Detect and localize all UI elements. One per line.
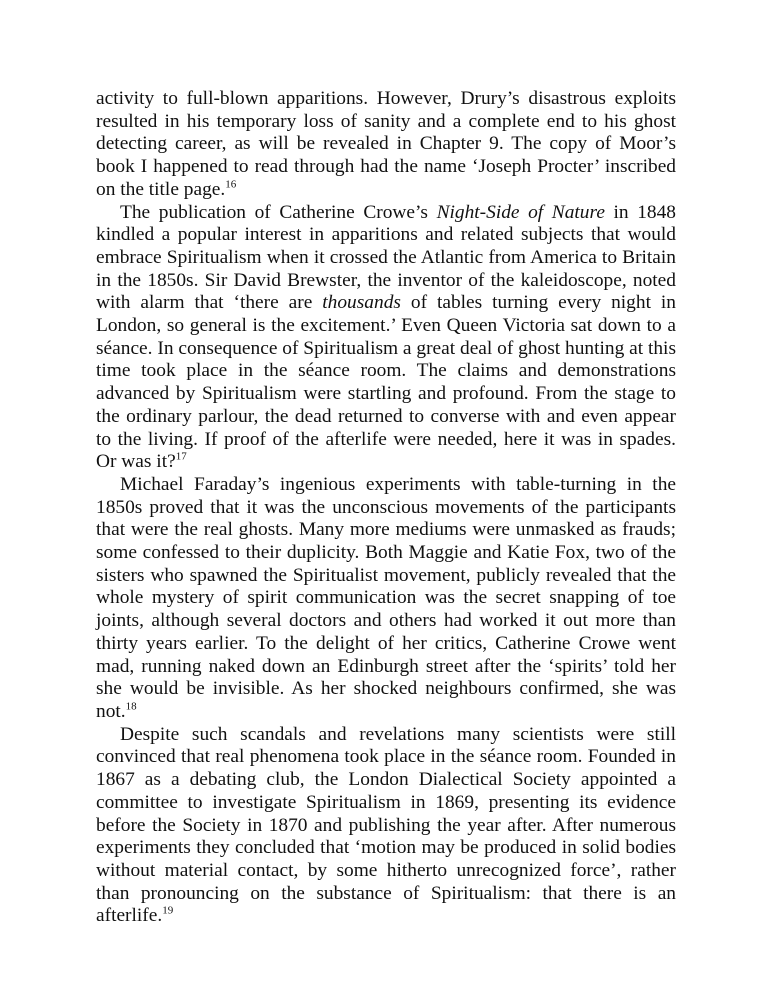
paragraph-1-text: activity to full-blown apparitions. However, Drury’s disastrous exploits resulted in his temporary loss of sanity and a complete end to his ghost detecting career, as will be revealed in Chapter 9. The copy of Moor’s book I happened to read through had the name ‘Joseph Procter’ inscribed on the title page.: [96, 88, 676, 200]
footnote-ref-18[interactable]: 18: [125, 700, 137, 713]
footnote-ref-19[interactable]: 19: [162, 904, 174, 917]
paragraph-2: [96, 202, 676, 474]
book-title-night-side-of-nature: Night-Side of Nature: [436, 201, 605, 223]
paragraph-4: [96, 724, 676, 928]
paragraph-1: [96, 88, 676, 202]
footnote-ref-17[interactable]: 17: [175, 450, 187, 463]
paragraph-2-text-a: The publication of Catherine Crowe’s: [120, 201, 437, 223]
paragraph-3-text: Michael Faraday’s ingenious experiments with table-turning in the 1850s proved that it was the unconscious movements of the participants that were the real ghosts. Many more mediums were unmasked as frauds; some confessed to their duplicity. Both Maggie and Katie Fox, two of the sisters who spawned the Spiritualist movement, publicly revealed that the whole mystery of spirit communication was the secret snapping of toe joints, although several doctors and others had worked it out more than thirty years earlier. To the delight of her critics, Catherine Crowe went mad, running naked down an Edinburgh street after the ‘spirits’ told her she would be invisible. As her shocked neighbours confirmed, she was not.: [96, 473, 676, 722]
emphasis-thousands: thousands: [322, 292, 401, 314]
paragraph-2-text-b: in 1848 kindled a popular interest in apparitions and related subjects that would embrace Spiritualism when it crossed the Atlantic from America to Britain in the 1850s. Sir David Brewster, the inventor of the kaleidoscope, noted with alarm that ‘there are: [96, 201, 677, 314]
page-body: [96, 88, 676, 928]
paragraph-3: [96, 474, 676, 724]
footnote-ref-16[interactable]: 16: [225, 178, 237, 191]
paragraph-4-text: Despite such scandals and revelations many scientists were still convinced that real phenomena took place in the séance room. Founded in 1867 as a debating club, the London Dialectical Society appointed a committee to investigate Spiritualism in 1869, presenting its evidence before the Society in 1870 and publishing the year after. After numerous experiments they concluded that ‘motion may be produced in solid bodies without material contact, by some hitherto unrecognized force’, rather than pronouncing on the substance of Spiritualism: that there is an afterlife.: [96, 723, 676, 927]
paragraph-2-text-c: of tables turning every night in London, so general is the excitement.’ Even Queen Victoria sat down to a séance. In consequence of Spiritualism a great deal of ghost hunting at this time took place in the séance room. The claims and demonstrations advanced by Spiritualism were startling and profound. From the stage to the ordinary parlour, the dead returned to converse with and even appear to the living. If proof of the afterlife were needed, here it was in spades. Or was it?: [96, 292, 676, 473]
